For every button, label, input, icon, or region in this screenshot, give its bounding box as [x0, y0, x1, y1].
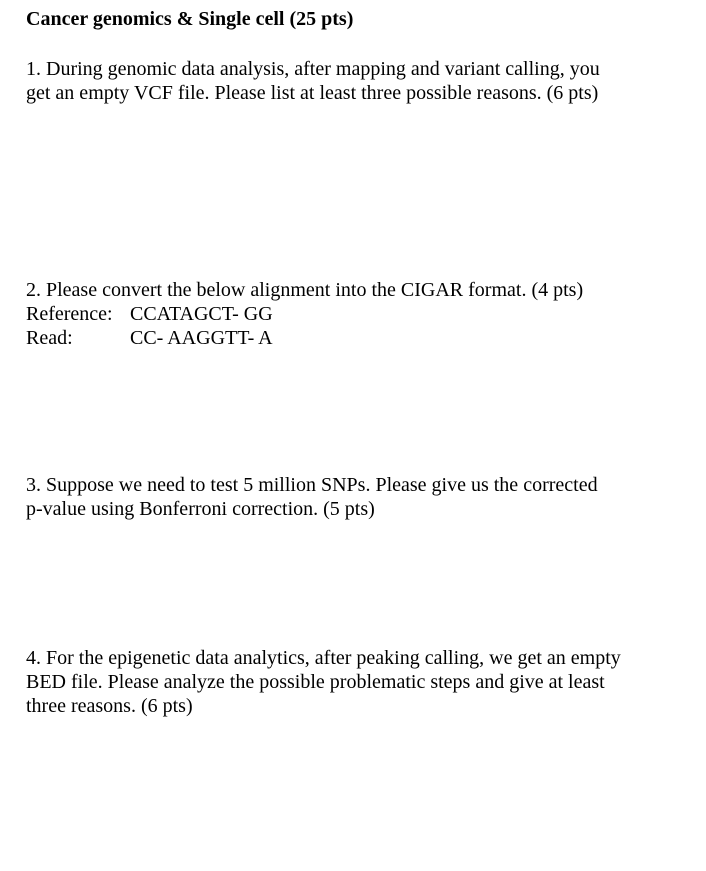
alignment-reference-row — [26, 302, 686, 326]
question-4-line-2: BED file. Please analyze the possible problematic steps and give at least — [26, 671, 605, 693]
read-label: Read: — [26, 327, 73, 349]
question-2 — [26, 278, 686, 350]
question-1-line-1: 1. During genomic data analysis, after mapping and variant calling, you — [26, 58, 600, 80]
question-1 — [26, 57, 686, 105]
reference-sequence: CCATAGCT- GG — [130, 303, 273, 325]
question-1-line-2: get an empty VCF file. Please list at least three possible reasons. (6 pts) — [26, 82, 599, 104]
question-3-line-2: p-value using Bonferroni correction. (5 pts) — [26, 498, 375, 520]
document-title: Cancer genomics & Single cell (25 pts) — [26, 8, 354, 30]
question-4-line-3: three reasons. (6 pts) — [26, 695, 193, 717]
question-3-line-1: 3. Suppose we need to test 5 million SNPs. Please give us the corrected — [26, 474, 598, 496]
alignment-read-row — [26, 326, 686, 350]
question-4-line-1: 4. For the epigenetic data analytics, after peaking calling, we get an empty — [26, 647, 621, 669]
reference-label: Reference: — [26, 303, 113, 325]
question-2-line-1: 2. Please convert the below alignment into the CIGAR format. (4 pts) — [26, 279, 584, 301]
question-4 — [26, 646, 686, 718]
read-sequence: CC- AAGGTT- A — [130, 327, 273, 349]
question-3 — [26, 473, 686, 521]
